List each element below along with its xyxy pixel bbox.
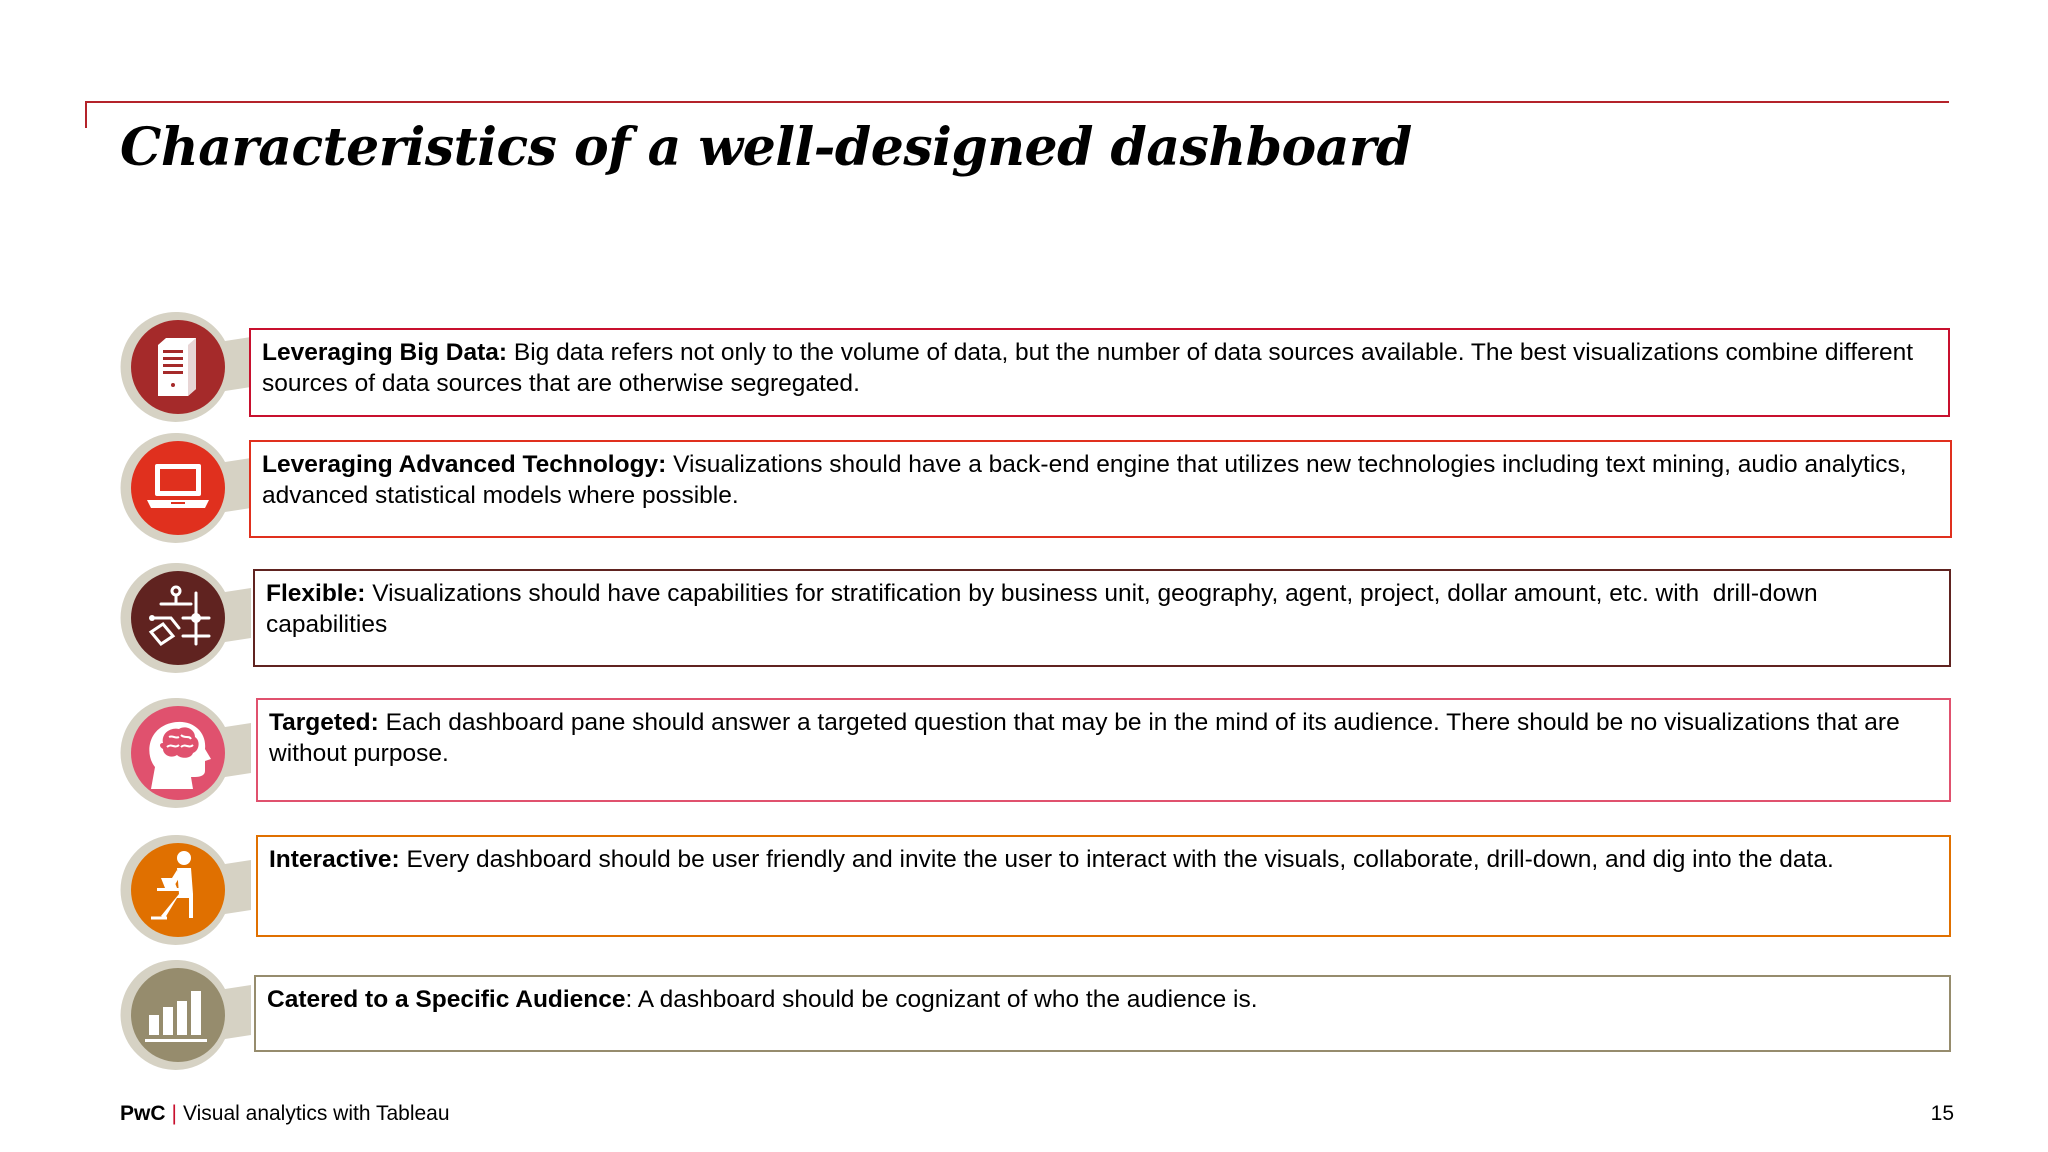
characteristic-box xyxy=(249,440,1952,538)
characteristic-term: Targeted: xyxy=(269,709,379,736)
characteristic-description: Each dashboard pane should answer a targeted question that may be in the mind of its audience. There should be no visualizations that are without purpose. xyxy=(269,709,1900,767)
footer-separator: | xyxy=(171,1102,177,1125)
characteristic-box xyxy=(253,569,1951,667)
characteristic-description: Every dashboard should be user friendly and invite the user to interact with the visuals, collaborate, drill-down, and dig into the data. xyxy=(399,846,1834,873)
characteristic-term: Interactive: xyxy=(269,846,400,873)
characteristic-box xyxy=(249,328,1950,417)
footer-subtitle: Visual analytics with Tableau xyxy=(182,1102,450,1125)
page-number: 15 xyxy=(1930,1102,1954,1125)
title-rule xyxy=(85,101,1949,103)
characteristic-box xyxy=(256,698,1951,802)
characteristic-box xyxy=(254,975,1951,1052)
characteristic-description: Visualizations should have capabilities for stratification by business unit, geography, agent, project, dollar amount, etc. with drill-down capabilities xyxy=(266,580,1818,638)
slide-title: Characteristics of a well-designed dashboard xyxy=(120,117,1412,178)
characteristic-term: Leveraging Advanced Technology: xyxy=(262,451,667,478)
characteristic-box xyxy=(256,835,1951,937)
title-rule-tick xyxy=(85,101,87,128)
characteristic-term: Catered to a Specific Audience xyxy=(267,986,626,1013)
footer xyxy=(120,1101,450,1127)
characteristic-description: : A dashboard should be cognizant of who the audience is. xyxy=(625,986,1258,1013)
characteristic-term: Leveraging Big Data: xyxy=(262,339,508,366)
characteristic-description: Big data refers not only to the volume of data, but the number of data sources available. The best visualizations combine different sources of data sources that are otherwise segregated. xyxy=(262,339,1914,397)
footer-brand: PwC xyxy=(120,1102,166,1125)
characteristic-term: Flexible: xyxy=(266,580,366,607)
characteristic-description: Visualizations should have a back-end engine that utilizes new technologies including text mining, audio analytics, advanced statistical models where possible. xyxy=(262,451,1907,509)
